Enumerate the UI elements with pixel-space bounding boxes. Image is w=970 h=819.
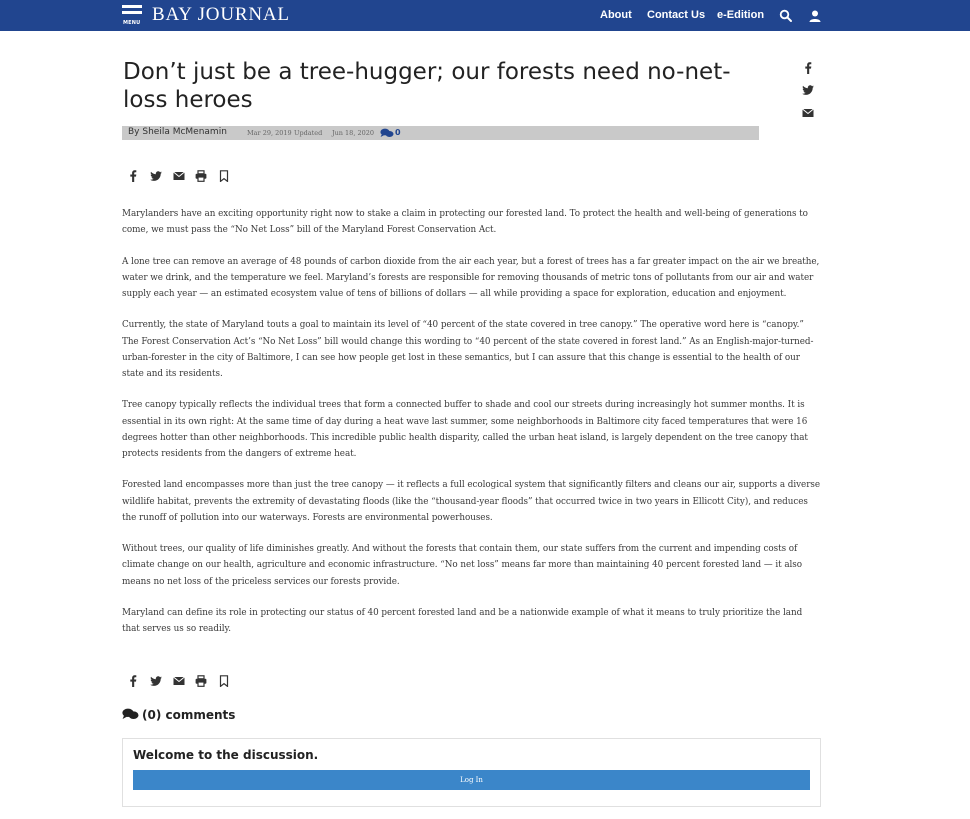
facebook-icon[interactable] (127, 675, 139, 687)
article-paragraph: Without trees, our quality of life diminishes greatly. And without the forests that contain them, our state suffers from the current and impending costs of climate change on our health, agriculture and economic infrastructure. “No net loss” means far more than maintaining 40 percent forested land — it also means no net loss of the priceless services our forests provide. (122, 544, 803, 587)
byline-bar (122, 126, 759, 140)
nav-link-e-edition[interactable]: e-Edition (717, 9, 765, 21)
discussion-box (122, 738, 821, 807)
discussion-welcome: Welcome to the discussion. (133, 748, 319, 762)
login-button[interactable]: Log In (133, 770, 810, 790)
menu-label: MENU (123, 20, 141, 26)
comments-icon (122, 708, 139, 720)
article-paragraph: Currently, the state of Maryland touts a goal to maintain its level of “40 percent of the state covered in tree canopy.” The operative word here is “canopy.” The Forest Conservation Act’s “No Net Loss” bill would change this wording to “40 percent of the state covered in forest land.” As an English-major-turned-urban-forester in the city of Baltimore, I can see how people get lost in these semantics, but I can assure that this change is essential to the health of our state and its residents. (122, 320, 814, 379)
twitter-icon[interactable] (150, 170, 162, 182)
user-icon[interactable] (808, 9, 822, 23)
nav-link-contact-us[interactable]: Contact Us (647, 9, 706, 21)
print-icon[interactable] (195, 675, 207, 687)
facebook-icon[interactable] (802, 62, 814, 74)
comments-count-label: (0) comments (142, 708, 236, 722)
updated-label: Updated (294, 129, 323, 137)
top-navigation-bar (0, 0, 970, 31)
comments-icon[interactable] (380, 128, 394, 138)
email-icon[interactable] (173, 675, 185, 687)
article-paragraph: Marylanders have an exciting opportunity right now to stake a claim in protecting our forested land. To protect the health and well-being of generations to come, we must pass the “No Net Loss” bill of the Maryland Forest Conservation Act. (122, 209, 808, 236)
published-date: Mar 29, 2019 (247, 129, 292, 137)
hamburger-icon-bar (122, 11, 142, 14)
menu-button[interactable] (122, 5, 144, 27)
search-icon[interactable] (779, 9, 793, 23)
article-paragraph: Maryland can define its role in protecting our status of 40 percent forested land and be a nationwide example of what it means to truly prioritize the land that serves us so readily. (122, 607, 803, 635)
article-paragraph: Tree canopy typically reflects the individual trees that form a connected buffer to shade and cool our streets during increasingly hot summer months. It is essential in its own right: At the same time of day during a heat wave last summer, some neighborhoods in Baltimore city faced temperatures that were 16 degrees hotter than other neighborhoods. This incredible public health disparity, called the urban heat island, is largely dependent on the tree canopy that protects residents from the dangers of extreme heat. (122, 400, 808, 459)
facebook-icon[interactable] (127, 170, 139, 182)
article-body (122, 206, 822, 653)
email-icon[interactable] (802, 107, 814, 119)
article-title: Don’t just be a tree-hugger; our forests need no-net-loss heroes (123, 59, 731, 113)
author-name[interactable]: By Sheila McMenamin (128, 127, 227, 137)
nav-link-about[interactable]: About (600, 9, 632, 21)
article-paragraph: Forested land encompasses more than just the tree canopy — it reflects a full ecological system that significantly filters and cleans our air, supports a diverse wildlife habitat, prevents the extremity of devastating floods (like the “thousand-year floods” that occurred twice in two years in Ellicott City), and reduces the runoff of pollution into our waterways. Forests are environmental powerhouses. (122, 480, 820, 523)
bookmark-icon[interactable] (218, 675, 230, 687)
email-icon[interactable] (173, 170, 185, 182)
site-logo[interactable]: BAY JOURNAL (152, 4, 290, 25)
updated-date: Jun 18, 2020 (332, 129, 374, 137)
comment-count[interactable]: 0 (395, 128, 401, 137)
bookmark-icon[interactable] (218, 170, 230, 182)
hamburger-icon-bar (122, 5, 142, 8)
print-icon[interactable] (195, 170, 207, 182)
twitter-icon[interactable] (150, 675, 162, 687)
article-paragraph: A lone tree can remove an average of 48 pounds of carbon dioxide from the air each year, but a forest of trees has a far greater impact on the air we breathe, water we drink, and the temperature we feel. Maryland’s forests are responsible for removing thousands of metric tons of pollutants from our air and water supply each year — an estimated ecosystem value of tens of billions of dollars — all while providing a space for exploration, education and enjoyment. (122, 256, 820, 299)
comments-heading (122, 708, 235, 722)
twitter-icon[interactable] (802, 84, 814, 96)
